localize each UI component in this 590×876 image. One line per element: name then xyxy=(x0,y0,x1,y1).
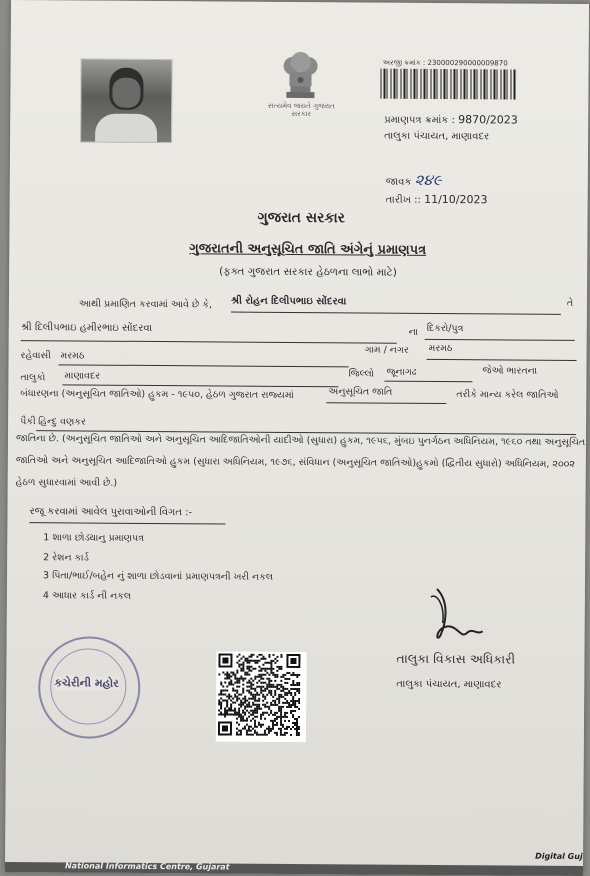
te-text: તે xyxy=(566,297,574,309)
issue-date: 11/10/2023 xyxy=(424,192,488,207)
emblem-caption: સત્યમેવ જયતે ગુજરાત સરકાર xyxy=(267,101,335,119)
date-row xyxy=(386,193,488,207)
constitution-text: બંધારણના (અનુસૂચિત જાતિઓ) હુકમ - ૧૯૫૦, હેઠળ ગુજરાત રાજ્યમાં xyxy=(20,388,294,401)
village: મરમઠ xyxy=(428,342,453,355)
certify-text: આથી પ્રમાણિત કરવામાં આવે છે કે, xyxy=(78,298,213,311)
legal-paragraph: જાતિના છે. (અનુસૂચિત જાતિઓ અને અનુસૂચિત આદિજાતિઓની યાદીઓ (સુધારા) હુકમ, ૧૯૫૬, મુંબઇ પુનર્ગઠન અધિનિયમ, ૧૯૬૦ તથા અનુસૂચિત જાતિઓ અને અનુસૂચિત આદિજાતિઓ હુકમ (સુધારા અધિનિયમ, ૧૯૭૬, સંવિધાન (અનુસૂચિત જાતિઓ)હુકમો (દ્વિતીય સુધારો) અધિનિયમ, ૨૦૦૨ હેઠળ સુધારવામાં આવી છે.) xyxy=(15,433,586,489)
indian-text: જેઓ ભારતના xyxy=(482,365,538,377)
na-label: ના xyxy=(408,326,419,338)
document-item-1: 1 શાળા છોડ્યાનુ પ્રમાણપત્ર xyxy=(43,532,145,544)
footer-left-text: National Informatics Centre, Gujarat xyxy=(64,861,230,872)
office-stamp xyxy=(38,636,141,739)
certificate-number: 9870/2023 xyxy=(458,113,518,127)
inward-row xyxy=(386,171,442,189)
certificate-page xyxy=(5,0,589,876)
certificate-subtitle: (ફક્ત ગુજરાત સરકાર હેઠળના લાભો માટે) xyxy=(219,265,397,279)
caste-category: અનુસૂચિત જાતિ xyxy=(328,386,393,398)
taluka-label: તાલુકો xyxy=(20,372,46,384)
father-name: શ્રી દિલીપભાઇ હમીરભાઇ સોંદરવા xyxy=(20,322,153,334)
recognized-text: તરીકે માન્ય કરેલ જાતિઓ xyxy=(456,389,559,401)
resident: મરમઠ xyxy=(60,350,85,362)
resident-label: રહેવાસી xyxy=(20,350,51,362)
date-label: તારીખ :: xyxy=(385,194,421,206)
government-title: ગુજરાત સરકાર xyxy=(257,209,346,227)
certificate-number-row xyxy=(384,113,518,127)
document-item-4: 4 આધાર કાર્ડ ની નકલ xyxy=(42,590,132,602)
signatory-office: તાલુકા પંચાયત, માણાવદર xyxy=(396,678,502,691)
district: જૂનાગઢ xyxy=(386,366,417,378)
certificate-number-label: પ્રમાણપત્ર ક્રમાંક : xyxy=(384,114,455,127)
stamp-label: કચેરીની મહોર xyxy=(54,676,119,690)
district-label: જિલ્લો xyxy=(348,368,375,380)
sub-caste: હિન્દુ વણકર xyxy=(38,416,86,428)
signatory-title: તાલુકા વિકાસ અધિકારી xyxy=(396,650,516,667)
document-item-3: 3 પિતા/ભાઈ/બહેન નું શાળા છોડવાનાં પ્રમાણપત્રની ખરી નકલ xyxy=(42,570,274,583)
qr-code-icon xyxy=(216,651,307,742)
state-emblem-icon xyxy=(272,42,328,106)
relation: દિકરો/પુત્ર xyxy=(426,322,464,335)
taluka: માણાવદર xyxy=(64,370,101,382)
inward-number: ૨૪૯ xyxy=(414,170,442,190)
footer-right-text: Digital Guja xyxy=(535,851,589,862)
certificate-title: ગુજરાતની અનુસૂચિત જાતિ અંગેનું પ્રમાણપત્ર xyxy=(189,241,427,258)
applicant-photo xyxy=(80,58,173,143)
village-label: ગામ / નગર xyxy=(364,344,409,356)
document-item-2: 2 રેશન કાર્ડ xyxy=(43,552,89,564)
barcode xyxy=(380,69,516,100)
issuer-office: તાલુકા પંચાયત, માણાવદર xyxy=(384,130,490,143)
documents-heading: રજૂ કરવામાં આવેલ પુરાવાઓની વિગત :- xyxy=(29,506,193,519)
applicant-name: શ્રી રોહન દિલીપભાઇ સોંદરવા xyxy=(230,295,347,308)
application-number: અરજી ક્રમાંક : 230000290000009870 xyxy=(382,58,508,68)
sub-caste-prefix: પૈકી xyxy=(20,416,36,428)
inward-label: જાવક xyxy=(385,176,412,188)
